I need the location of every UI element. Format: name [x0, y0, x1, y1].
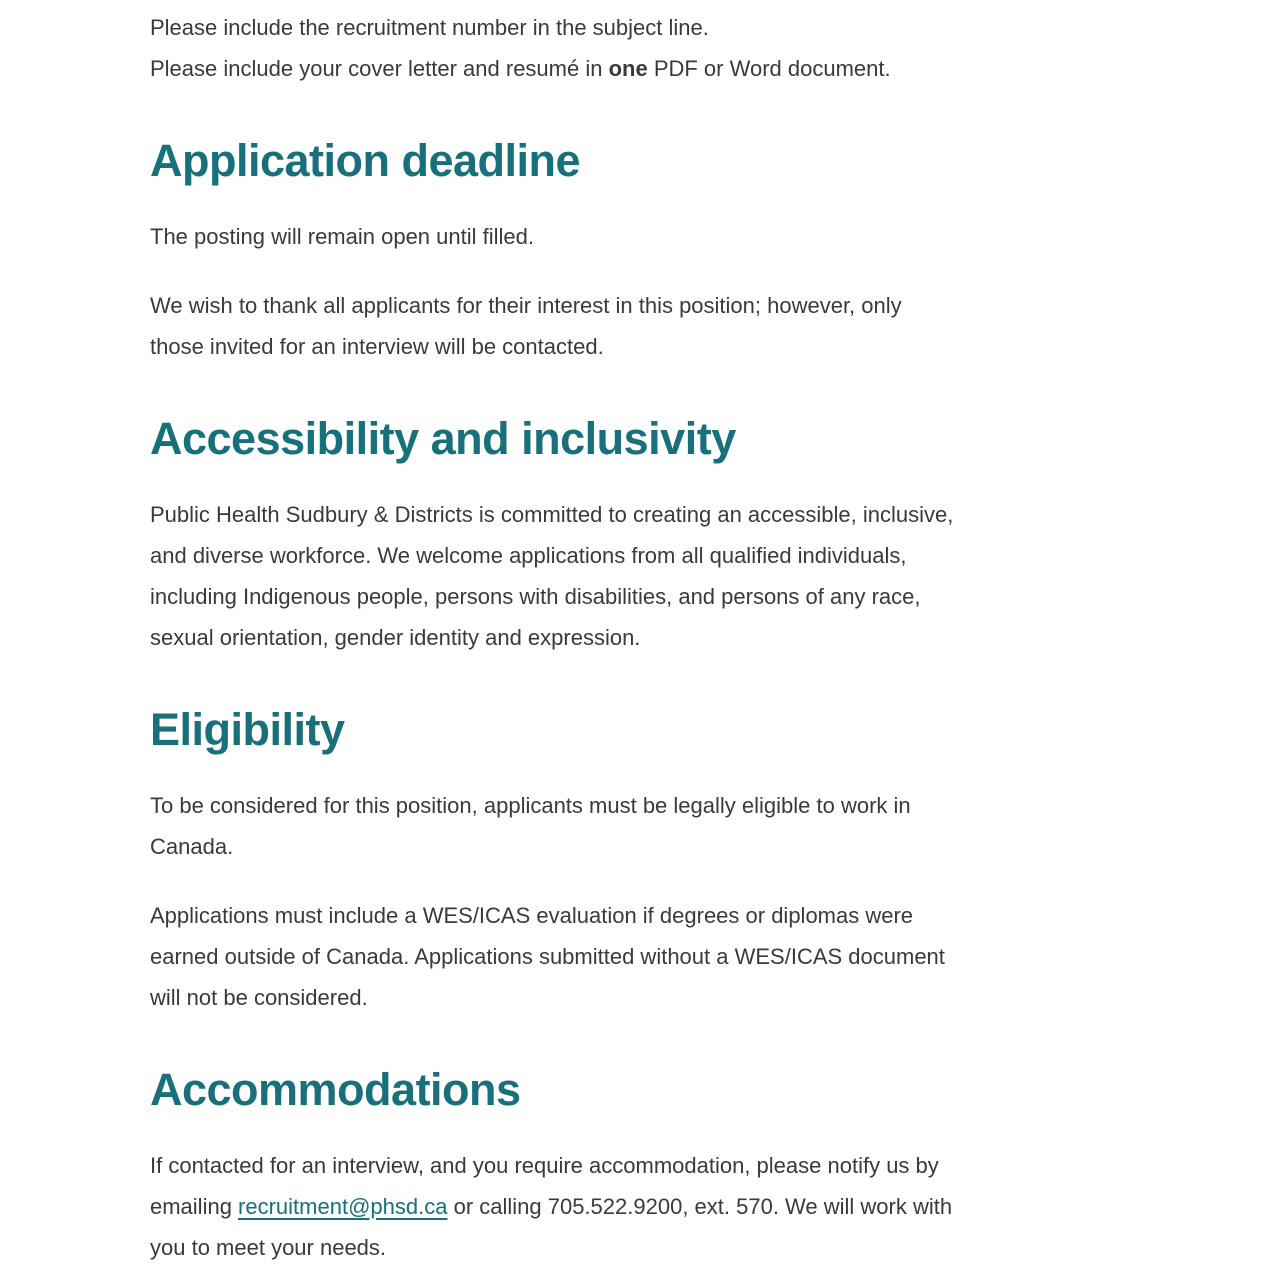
intro-line-2	[150, 48, 1125, 89]
paragraph-line-with-link	[150, 1186, 1125, 1227]
paragraph-text: or calling 705.522.9200, ext. 570. We will work with	[447, 1194, 953, 1219]
paragraph-text: We wish to thank all applicants for their interest in this position; however, only	[150, 293, 902, 318]
section-heading-accessibility-inclusivity: Accessibility and inclusivity	[150, 413, 736, 464]
accommodations-paragraph	[150, 1145, 1125, 1268]
paragraph-text: The posting will remain open until filled.	[150, 224, 534, 249]
recruitment-email-link[interactable]: recruitment@phsd.ca	[238, 1194, 448, 1219]
paragraph-text: sexual orientation, gender identity and expression.	[150, 625, 641, 650]
paragraph-text: including Indigenous people, persons with disabilities, and persons of any race,	[150, 584, 921, 609]
section-heading-application-deadline: Application deadline	[150, 135, 581, 186]
section-heading-accommodations: Accommodations	[150, 1064, 521, 1115]
application-deadline-paragraph-2	[150, 285, 1125, 367]
accessibility-paragraph	[150, 494, 1125, 658]
paragraph-text: will not be considered.	[150, 985, 368, 1010]
intro-line-2-tail: PDF or Word document.	[647, 56, 891, 81]
eligibility-paragraph-1	[150, 785, 1125, 867]
intro-line-2-text: Please include your cover letter and resumé in	[150, 56, 609, 81]
paragraph-text: To be considered for this position, applicants must be legally eligible to work in	[150, 793, 911, 818]
intro-line-1: Please include the recruitment number in the subject line.	[150, 15, 709, 40]
section-heading-eligibility: Eligibility	[150, 704, 345, 755]
paragraph-text: Public Health Sudbury & Districts is committed to creating an accessible, inclusive,	[150, 502, 954, 527]
paragraph-text: emailing	[150, 1194, 239, 1219]
paragraph-text: earned outside of Canada. Applications submitted without a WES/ICAS document	[150, 944, 945, 969]
paragraph-text: Canada.	[150, 834, 234, 859]
paragraph-text: those invited for an interview will be contacted.	[150, 334, 604, 359]
paragraph-text: and diverse workforce. We welcome applications from all qualified individuals,	[150, 543, 907, 568]
job-posting-content	[150, 0, 1125, 1268]
paragraph-text: Applications must include a WES/ICAS evaluation if degrees or diplomas were	[150, 903, 914, 928]
eligibility-paragraph-2	[150, 895, 1125, 1018]
intro-paragraph	[150, 7, 1125, 89]
paragraph-text: you to meet your needs.	[150, 1235, 387, 1260]
application-deadline-paragraph-1	[150, 216, 1125, 257]
paragraph-text: If contacted for an interview, and you require accommodation, please notify us by	[150, 1153, 939, 1178]
intro-bold-one: one	[608, 56, 648, 81]
